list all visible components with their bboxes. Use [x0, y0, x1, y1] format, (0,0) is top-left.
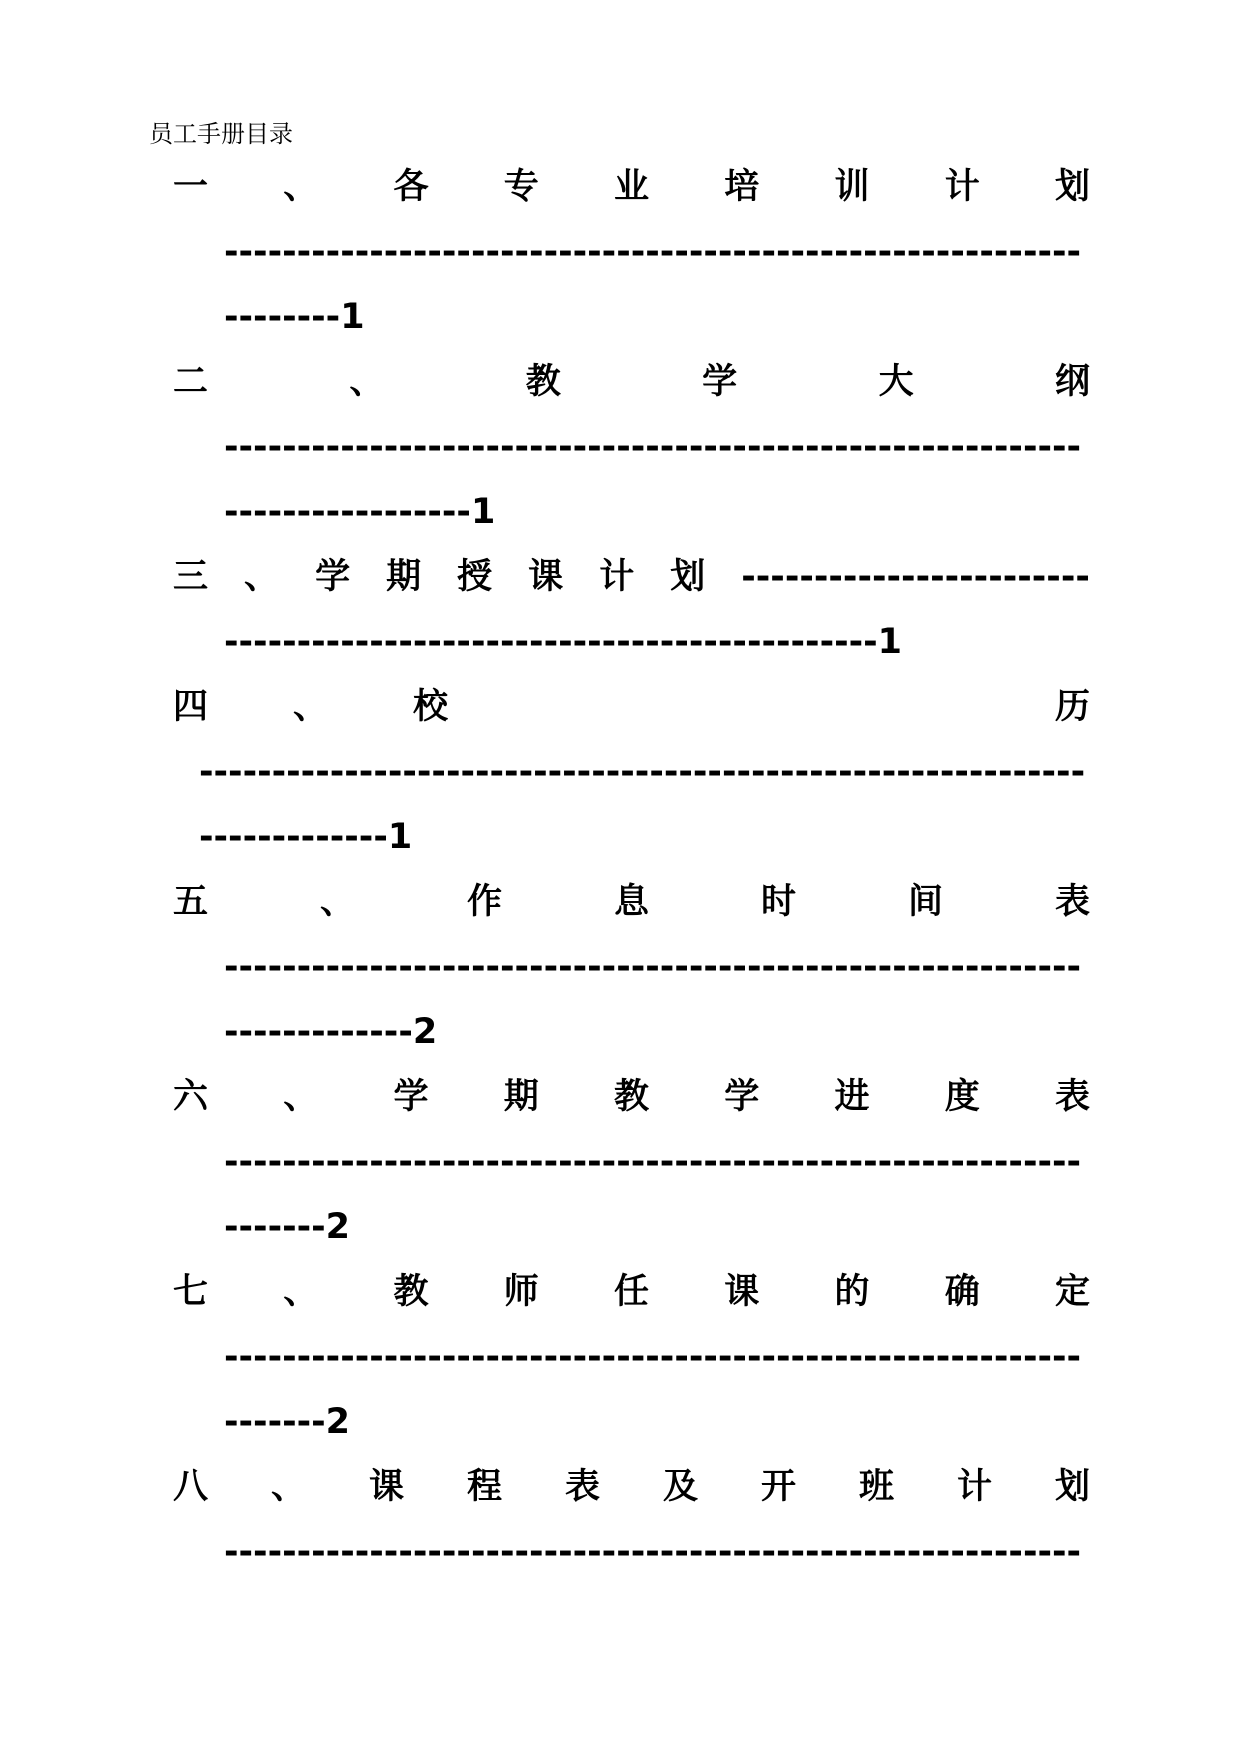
toc-heading-character: 、 — [283, 167, 319, 207]
toc-heading-character: 二 — [173, 362, 209, 402]
toc-heading-character: 计 — [957, 1467, 993, 1507]
toc-heading-character: 、 — [271, 1467, 307, 1507]
toc-entry-3 — [173, 545, 1090, 675]
toc-heading-character: 任 — [614, 1272, 650, 1312]
document-title: 员工手册目录 — [149, 120, 293, 148]
toc-heading — [173, 1065, 1090, 1130]
toc-heading-character: 划 — [670, 557, 706, 597]
toc-leader-page-number: -------2 — [224, 1402, 351, 1442]
toc-heading-character: 课 — [528, 557, 564, 597]
toc-leader: ------------------------------------------------------------- — [199, 752, 1086, 792]
toc-heading-character: 及 — [663, 1467, 699, 1507]
toc-heading-character: 表 — [1055, 1077, 1091, 1117]
toc-heading-character: 开 — [761, 1467, 797, 1507]
toc-heading-character: 课 — [369, 1467, 405, 1507]
toc-heading-character: 三 — [173, 557, 209, 597]
toc-heading-character: 、 — [320, 882, 356, 922]
toc-leader-page-number: -------2 — [224, 1207, 351, 1247]
toc-heading-character: 教 — [525, 362, 561, 402]
toc-leader-page-number: -----------------1 — [224, 492, 496, 532]
toc-leader-page-number: -------------2 — [224, 1012, 438, 1052]
toc-leader-page-number: ---------------------------------------------1 — [224, 622, 903, 662]
toc-heading-character: 学 — [393, 1077, 429, 1117]
toc-entry-8 — [173, 1455, 1090, 1585]
toc-heading-character: 班 — [859, 1467, 895, 1507]
toc-heading-character: 划 — [1055, 167, 1091, 207]
toc-heading-character: 六 — [173, 1077, 209, 1117]
toc-leader: ----------------------------------------------------------- — [224, 947, 1082, 987]
toc-heading-character: 度 — [944, 1077, 980, 1117]
toc-heading-character: 八 — [173, 1467, 209, 1507]
toc-entry-1 — [173, 155, 1090, 350]
toc-heading-character: 大 — [878, 362, 914, 402]
toc-heading-character: 校 — [413, 687, 449, 727]
toc-leader-page-number: --------1 — [224, 297, 365, 337]
toc-heading-character: 师 — [503, 1272, 539, 1312]
toc-heading-character: 各 — [393, 167, 429, 207]
toc-heading — [173, 350, 1090, 415]
toc-heading-character: 一 — [173, 167, 209, 207]
toc-entry-6 — [173, 1065, 1090, 1260]
toc-leader: ----------------------------------------------------------- — [224, 427, 1082, 467]
toc-heading-character: 计 — [944, 167, 980, 207]
toc-heading-character: 教 — [393, 1272, 429, 1312]
toc-heading-character: 培 — [724, 167, 760, 207]
toc-heading-character: 进 — [834, 1077, 870, 1117]
toc-heading-character: 、 — [283, 1272, 319, 1312]
toc-heading-character: 计 — [599, 557, 635, 597]
toc-leader: ----------------------------------------------------------- — [224, 232, 1082, 272]
toc-heading-with-leader — [173, 545, 1090, 610]
toc-heading-character: 间 — [908, 882, 944, 922]
toc-leader: ------------------------ — [741, 557, 1090, 597]
toc-heading-character: 纲 — [1054, 362, 1090, 402]
toc-heading-character: 学 — [315, 557, 351, 597]
toc-heading-character: 息 — [614, 882, 650, 922]
toc-heading-character: 四 — [173, 687, 209, 727]
toc-heading-character: 学 — [724, 1077, 760, 1117]
toc-entry-7 — [173, 1260, 1090, 1455]
toc-leader: ----------------------------------------------------------- — [224, 1532, 1082, 1572]
toc-heading-character: 、 — [244, 557, 280, 597]
toc-heading-character: 期 — [503, 1077, 539, 1117]
toc-heading-character: 划 — [1055, 1467, 1091, 1507]
toc-heading-character: 、 — [293, 687, 329, 727]
toc-leader-page-number: -------------1 — [199, 817, 413, 857]
toc-heading-character: 五 — [173, 882, 209, 922]
toc-heading-character: 表 — [565, 1467, 601, 1507]
toc-heading-character: 期 — [386, 557, 422, 597]
toc-heading-character: 课 — [724, 1272, 760, 1312]
toc-heading — [173, 1455, 1090, 1520]
toc-entry-2 — [173, 350, 1090, 545]
toc-heading-character: 时 — [761, 882, 797, 922]
toc-entry-5 — [173, 870, 1090, 1065]
toc-heading-character: 定 — [1055, 1272, 1091, 1312]
toc-heading-character: 教 — [614, 1077, 650, 1117]
toc-heading-character: 学 — [702, 362, 738, 402]
table-of-contents — [173, 155, 1090, 1585]
toc-heading — [173, 155, 1090, 220]
toc-heading-character: 、 — [349, 362, 385, 402]
toc-heading-character: 确 — [944, 1272, 980, 1312]
toc-heading-character: 业 — [614, 167, 650, 207]
toc-heading-character: 的 — [834, 1272, 870, 1312]
toc-leader: ----------------------------------------------------------- — [224, 1337, 1082, 1377]
toc-heading — [173, 675, 1090, 740]
toc-heading-character: 表 — [1055, 882, 1091, 922]
toc-heading-character: 历 — [1055, 687, 1091, 727]
toc-entry-4 — [173, 675, 1090, 870]
toc-heading-character: 、 — [283, 1077, 319, 1117]
toc-leader: ----------------------------------------------------------- — [224, 1142, 1082, 1182]
toc-heading-character: 专 — [503, 167, 539, 207]
toc-heading-character: 程 — [467, 1467, 503, 1507]
toc-heading-character: 训 — [834, 167, 870, 207]
toc-heading — [173, 1260, 1090, 1325]
toc-heading-character: 授 — [457, 557, 493, 597]
toc-heading — [173, 870, 1090, 935]
toc-heading-character: 七 — [173, 1272, 209, 1312]
toc-heading-character: 作 — [467, 882, 503, 922]
